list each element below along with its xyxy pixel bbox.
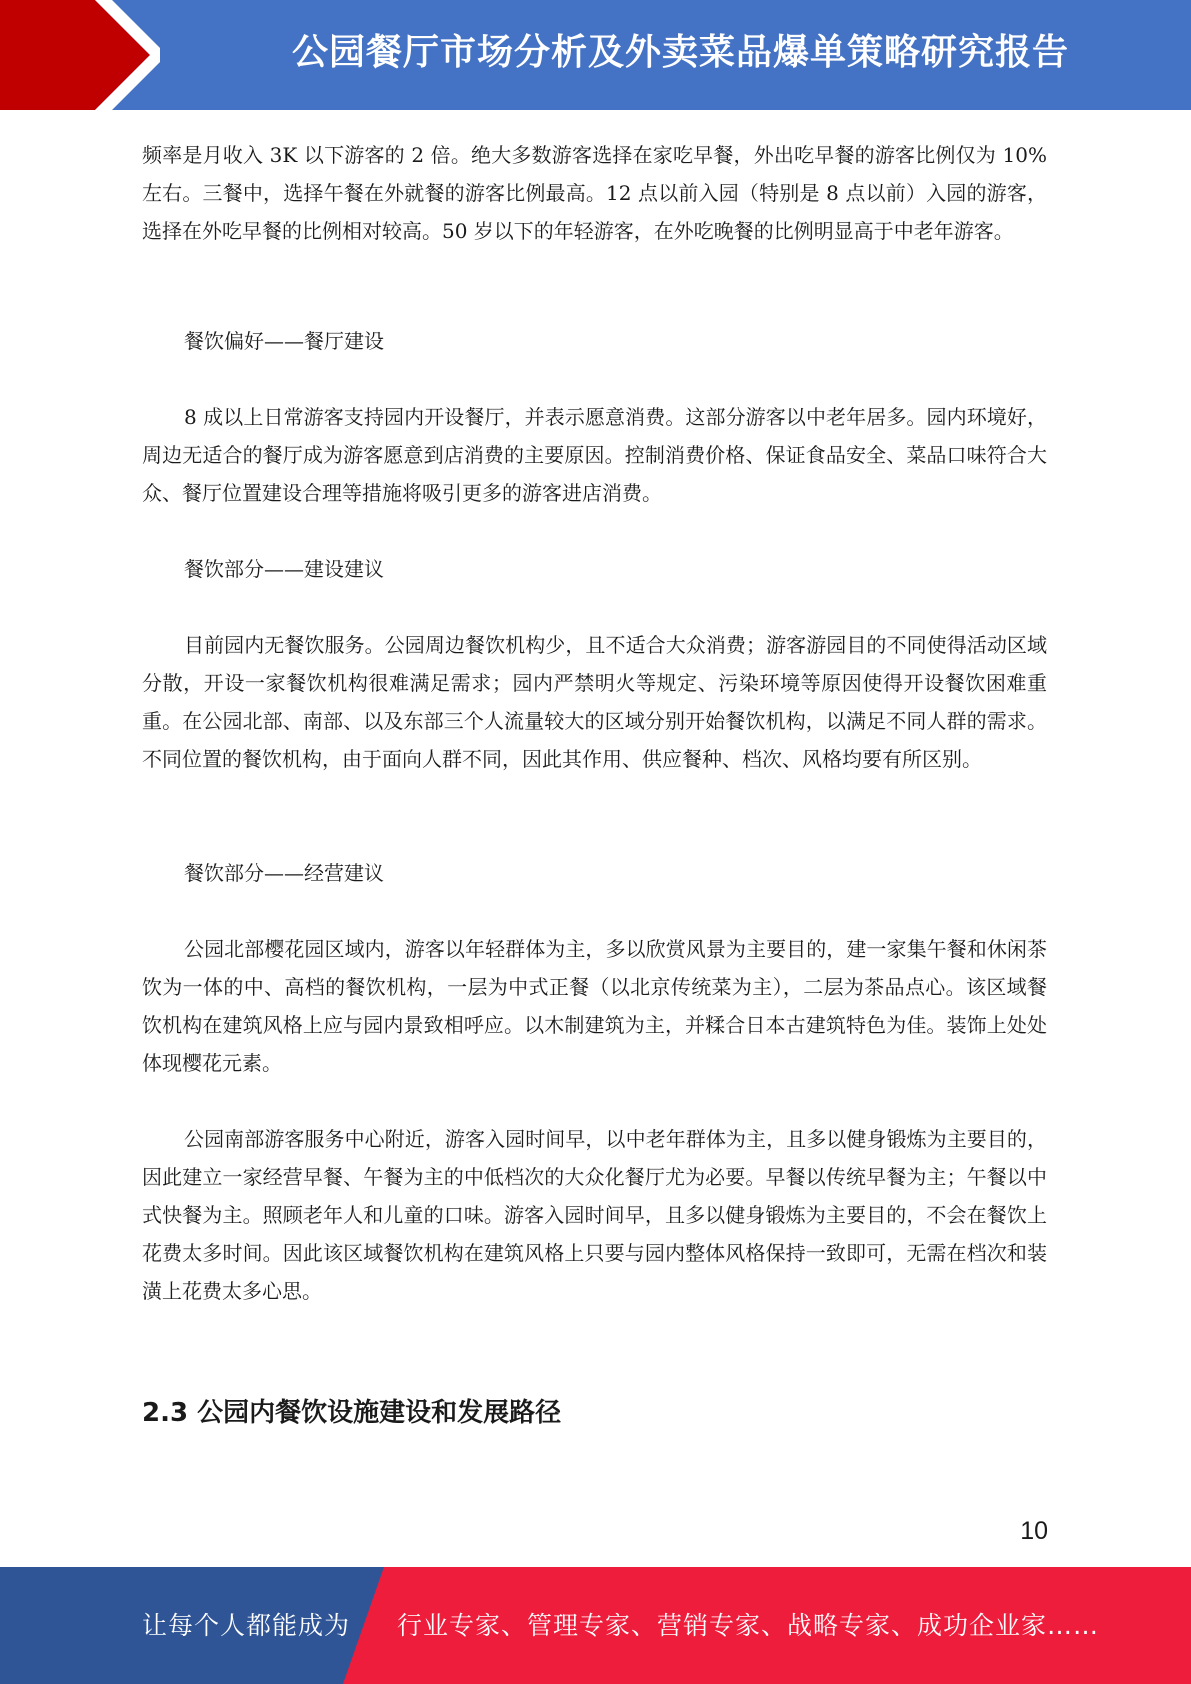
section-heading: 2.3 公园内餐饮设施建设和发展路径 (142, 1398, 562, 1428)
paragraph-intro: 频率是月收入 3K 以下游客的 2 倍。绝大多数游客选择在家吃早餐，外出吃早餐的游客比例仅为 10%左右。三餐中，选择午餐在外就餐的游客比例最高。12 点以前入园（特别是 8 点以前）入园的游客，选择在外吃早餐的比例相对较高。50 岁以下的年轻游客，在外吃晚餐的比例明显高于中老年游客。 (142, 143, 1047, 243)
subheading-preference: 餐饮偏好——餐厅建设 (184, 329, 384, 353)
paragraph-north: 公园北部樱花园区域内，游客以年轻群体为主，多以欣赏风景为主要目的，建一家集午餐和休闲茶饮为一体的中、高档的餐饮机构，一层为中式正餐（以北京传统菜为主），二层为茶品点心。该区域餐饮机构在建筑风格上应与园内景致相呼应。以木制建筑为主，并糅合日本古建筑特色为佳。装饰上处处体现樱花元素。 (142, 937, 1047, 1075)
report-title: 公园餐厅市场分析及外卖菜品爆单策略研究报告 (291, 32, 1069, 73)
header-arrow-decoration (0, 0, 160, 110)
page-header (0, 0, 1191, 110)
paragraph-preference: 8 成以上日常游客支持园内开设餐厅，并表示愿意消费。这部分游客以中老年居多。园内环境好，周边无适合的餐厅成为游客愿意到店消费的主要原因。控制消费价格、保证食品安全、菜品口味符合大众、餐厅位置建设合理等措施将吸引更多的游客进店消费。 (142, 405, 1047, 505)
page-number: 10 (1020, 1517, 1048, 1545)
subheading-operation: 餐饮部分——经营建议 (184, 861, 384, 885)
subheading-construction: 餐饮部分——建设建议 (184, 557, 384, 581)
footer-slogan-left: 让每个人都能成为 (142, 1611, 351, 1640)
page-footer (0, 1567, 1191, 1684)
paragraph-south: 公园南部游客服务中心附近，游客入园时间早，以中老年群体为主，且多以健身锻炼为主要目的，因此建立一家经营早餐、午餐为主的中低档次的大众化餐厅尤为必要。早餐以传统早餐为主；午餐以中式快餐为主。照顾老年人和儿童的口味。游客入园时间早，且多以健身锻炼为主要目的，不会在餐饮上花费太多时间。因此该区域餐饮机构在建筑风格上只要与园内整体风格保持一致即可，无需在档次和装潢上花费太多心思。 (142, 1127, 1047, 1303)
paragraph-construction: 目前园内无餐饮服务。公园周边餐饮机构少，且不适合大众消费；游客游园目的不同使得活动区域分散，开设一家餐饮机构很难满足需求；园内严禁明火等规定、污染环境等原因使得开设餐饮困难重重。在公园北部、南部、以及东部三个人流量较大的区域分别开始餐饮机构，以满足不同人群的需求。不同位置的餐饮机构，由于面向人群不同，因此其作用、供应餐种、档次、风格均要有所区别。 (142, 633, 1047, 771)
footer-slogan-right: 行业专家、管理专家、营销专家、战略专家、成功企业家…… (397, 1611, 1100, 1640)
